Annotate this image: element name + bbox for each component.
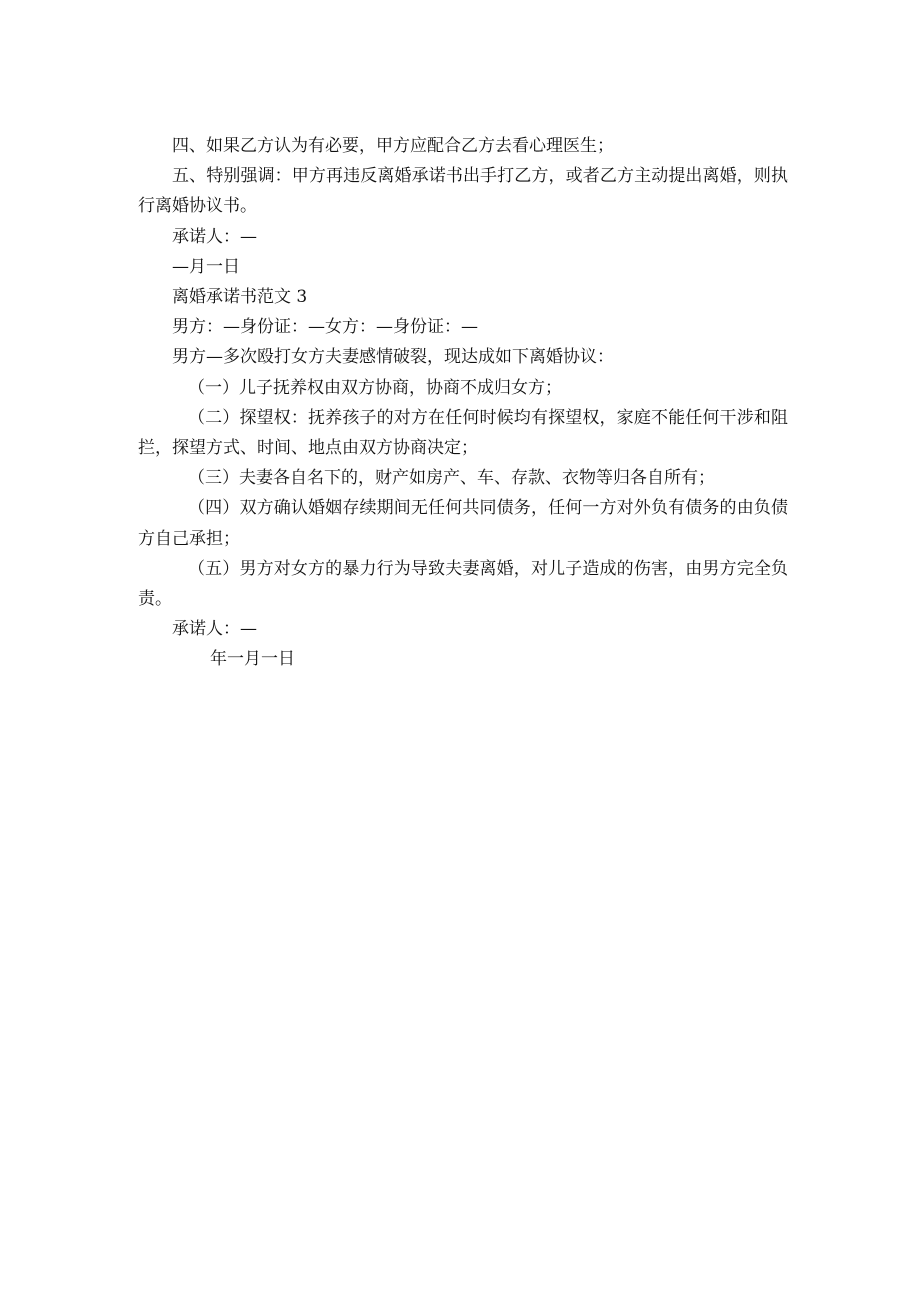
parties-line: 男方：—身份证：—女方：—身份证：— (172, 317, 478, 338)
promisor-signature-line: 承诺人：— (172, 226, 257, 247)
list-item-custody: （一）儿子抚养权由双方协商，协商不成归女方； (188, 377, 562, 398)
list-item-debts: （四）双方确认婚姻存续期间无任何共同债务，任何一方对外负有债务的由负债方自己承担； (138, 498, 788, 549)
clause-five: 五、特别强调：甲方再违反离婚承诺书出手打乙方，或者乙方主动提出离婚，则执行离婚协议书。 (138, 166, 788, 217)
clause-four: 四、如果乙方认为有必要，甲方应配合乙方去看心理医生； (172, 136, 614, 156)
list-item-visitation: （二）探望权：抚养孩子的对方在任何时候均有探望权，家庭不能任何干涉和阻拦，探望方式、时间、地点由双方协商决定； (138, 407, 788, 459)
section-title: 离婚承诺书范文 3 (172, 287, 308, 308)
date-line-2: 年一月一日 (210, 649, 295, 670)
document-body (138, 131, 788, 675)
promisor-signature-line-2: 承诺人：— (172, 619, 257, 640)
list-item-liability: （五）男方对女方的暴力行为导致夫妻离婚，对儿子造成的伤害，由男方完全负责。 (138, 558, 788, 610)
preamble: 男方—多次殴打女方夫妻感情破裂，现达成如下离婚协议： (172, 347, 614, 368)
date-line: —月一日 (172, 256, 240, 277)
list-item-property: （三）夫妻各自名下的，财产如房产、车、存款、衣物等归各自所有； (188, 468, 715, 489)
